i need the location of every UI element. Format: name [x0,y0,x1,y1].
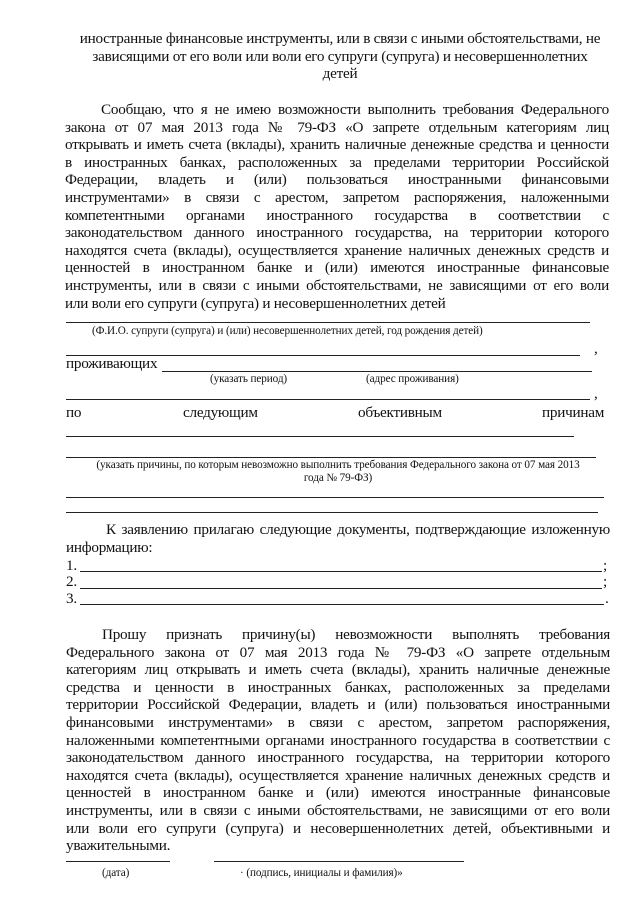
request-line: находятся счета (вклады), осуществляется хранение наличных денежных средств и [66,766,610,784]
statement-line: ценностей в иностранном банке и (или) имеются иностранные финансовые [65,259,609,277]
request-line: финансовыми инструментами» в связи с арестом, запретом распоряжения, [66,713,610,731]
reasons-caption [60,459,616,485]
attachment-end: . [605,590,609,607]
signature-line[interactable] [214,861,464,862]
reasons-word: следующим [183,404,258,421]
request-line: Федерального закона от 07 мая 2013 года № 79-ФЗ «О запрете отдельным [66,643,610,661]
request-line: или воли его супруги (супруга) и несовершеннолетних детей, объективными и [66,819,610,837]
attachment-line-1[interactable] [80,571,602,572]
request-line: средства и ценности в иностранных банках, расположенных за пределами [66,678,610,696]
request-paragraph [66,626,610,855]
attachments-intro [66,521,610,556]
request-line: законодательством данного иностранного государства, на территории которого [66,749,610,767]
request-line: территории Российской Федерации, владеть и (или) пользоваться иностранными [66,696,610,714]
signature-caption: · (подпись, инициалы и фамилия)» [240,867,403,879]
request-line: наложенными компетентными органами иностранного государства в соответствии с [66,731,610,749]
reasons-caption-line: (указать причины, по которым невозможно выполнить требования Федерального закона от 07 мая 2013 [96,459,580,471]
statement-line: инструментами» в связи с арестом, запретом распоряжения, наложенными [65,188,609,206]
attachment-end: ; [603,573,607,590]
address-caption: (адрес проживания) [366,373,459,385]
reasons-line-3[interactable] [66,497,604,498]
reasons-line-4[interactable] [66,512,598,513]
request-line: категориям лиц открывать и иметь счета (вклады), хранить наличные денежные [66,661,610,679]
reasons-word: по [66,404,82,421]
request-line: Прошу признать причину(ы) невозможности выполнять требования [102,626,610,643]
attachment-num: 1. [66,557,77,574]
reasons-line-1[interactable] [66,436,574,437]
statement-line: находятся счета (вклады), осуществляется хранение наличных денежных средств и [65,241,609,259]
statement-paragraph [65,101,609,312]
date-line[interactable] [66,861,170,862]
attachment-end: ; [603,557,607,574]
reasons-line-2[interactable] [66,457,596,458]
heading-line: иностранные финансовые инструменты, или в связи с иными обстоятельствами, не [79,30,601,47]
period-caption: (указать период) [210,373,288,385]
living-line[interactable] [162,371,592,372]
request-line: ценностей в иностранном банке и (или) имеются иностранные финансовые [66,784,610,802]
attachment-num: 2. [66,573,77,590]
reasons-word: объективным [358,404,442,421]
statement-line: закона от 07 мая 2013 года № 79-ФЗ «О запрете отдельным категориям лиц [65,118,609,136]
attachment-line-2[interactable] [80,588,602,589]
attachments-intro-line: информацию: [66,538,153,556]
statement-line: компетентными органами иностранного государства в соответствии с [65,206,609,224]
statement-line: открывать и иметь счета (вклады), хранить наличные денежные средства и ценности [65,136,609,154]
heading-line: зависящими от его воли или воли его супруги (супруга) и несовершеннолетних [92,47,588,65]
statement-line: инструменты, или в связи с иными обстоятельствами, не зависящими от его воли [65,276,609,294]
statement-line: в иностранных банках, расположенных за пределами территории Российской [65,153,609,171]
date-caption: (дата) [102,867,130,879]
attachments-intro-line: К заявлению прилагаю следующие документы, подтверждающие изложенную [106,521,610,538]
address-line[interactable] [66,399,590,400]
comma: , [594,385,598,402]
reasons-caption-line: года № 79-ФЗ) [303,472,373,484]
fio-line[interactable] [66,322,590,323]
statement-line: законодательством данного иностранного государства, на территории которого [65,224,609,242]
reasons-word: причинам [542,404,605,421]
attachment-line-3[interactable] [80,604,604,605]
request-line: уважительными. [66,837,171,855]
statement-line: или воли его супруги (супруга) и несовершеннолетних детей [65,294,446,312]
heading-block [60,30,620,83]
statement-line: Сообщаю, что я не имею возможности выполнить требования Федерального [101,101,609,118]
request-line: инструменты, или в связи с иными обстоятельствами, не зависящими от его воли [66,801,610,819]
statement-line: Федерации, владеть и (или) пользоваться иностранными финансовыми [65,171,609,189]
fio-caption: (Ф.И.О. супруги (супруга) и (или) несовершеннолетних детей, год рождения детей) [92,325,483,337]
heading-line: детей [322,65,358,83]
living-label: проживающих [66,355,158,372]
comma: , [594,340,598,357]
attachment-num: 3. [66,590,77,607]
